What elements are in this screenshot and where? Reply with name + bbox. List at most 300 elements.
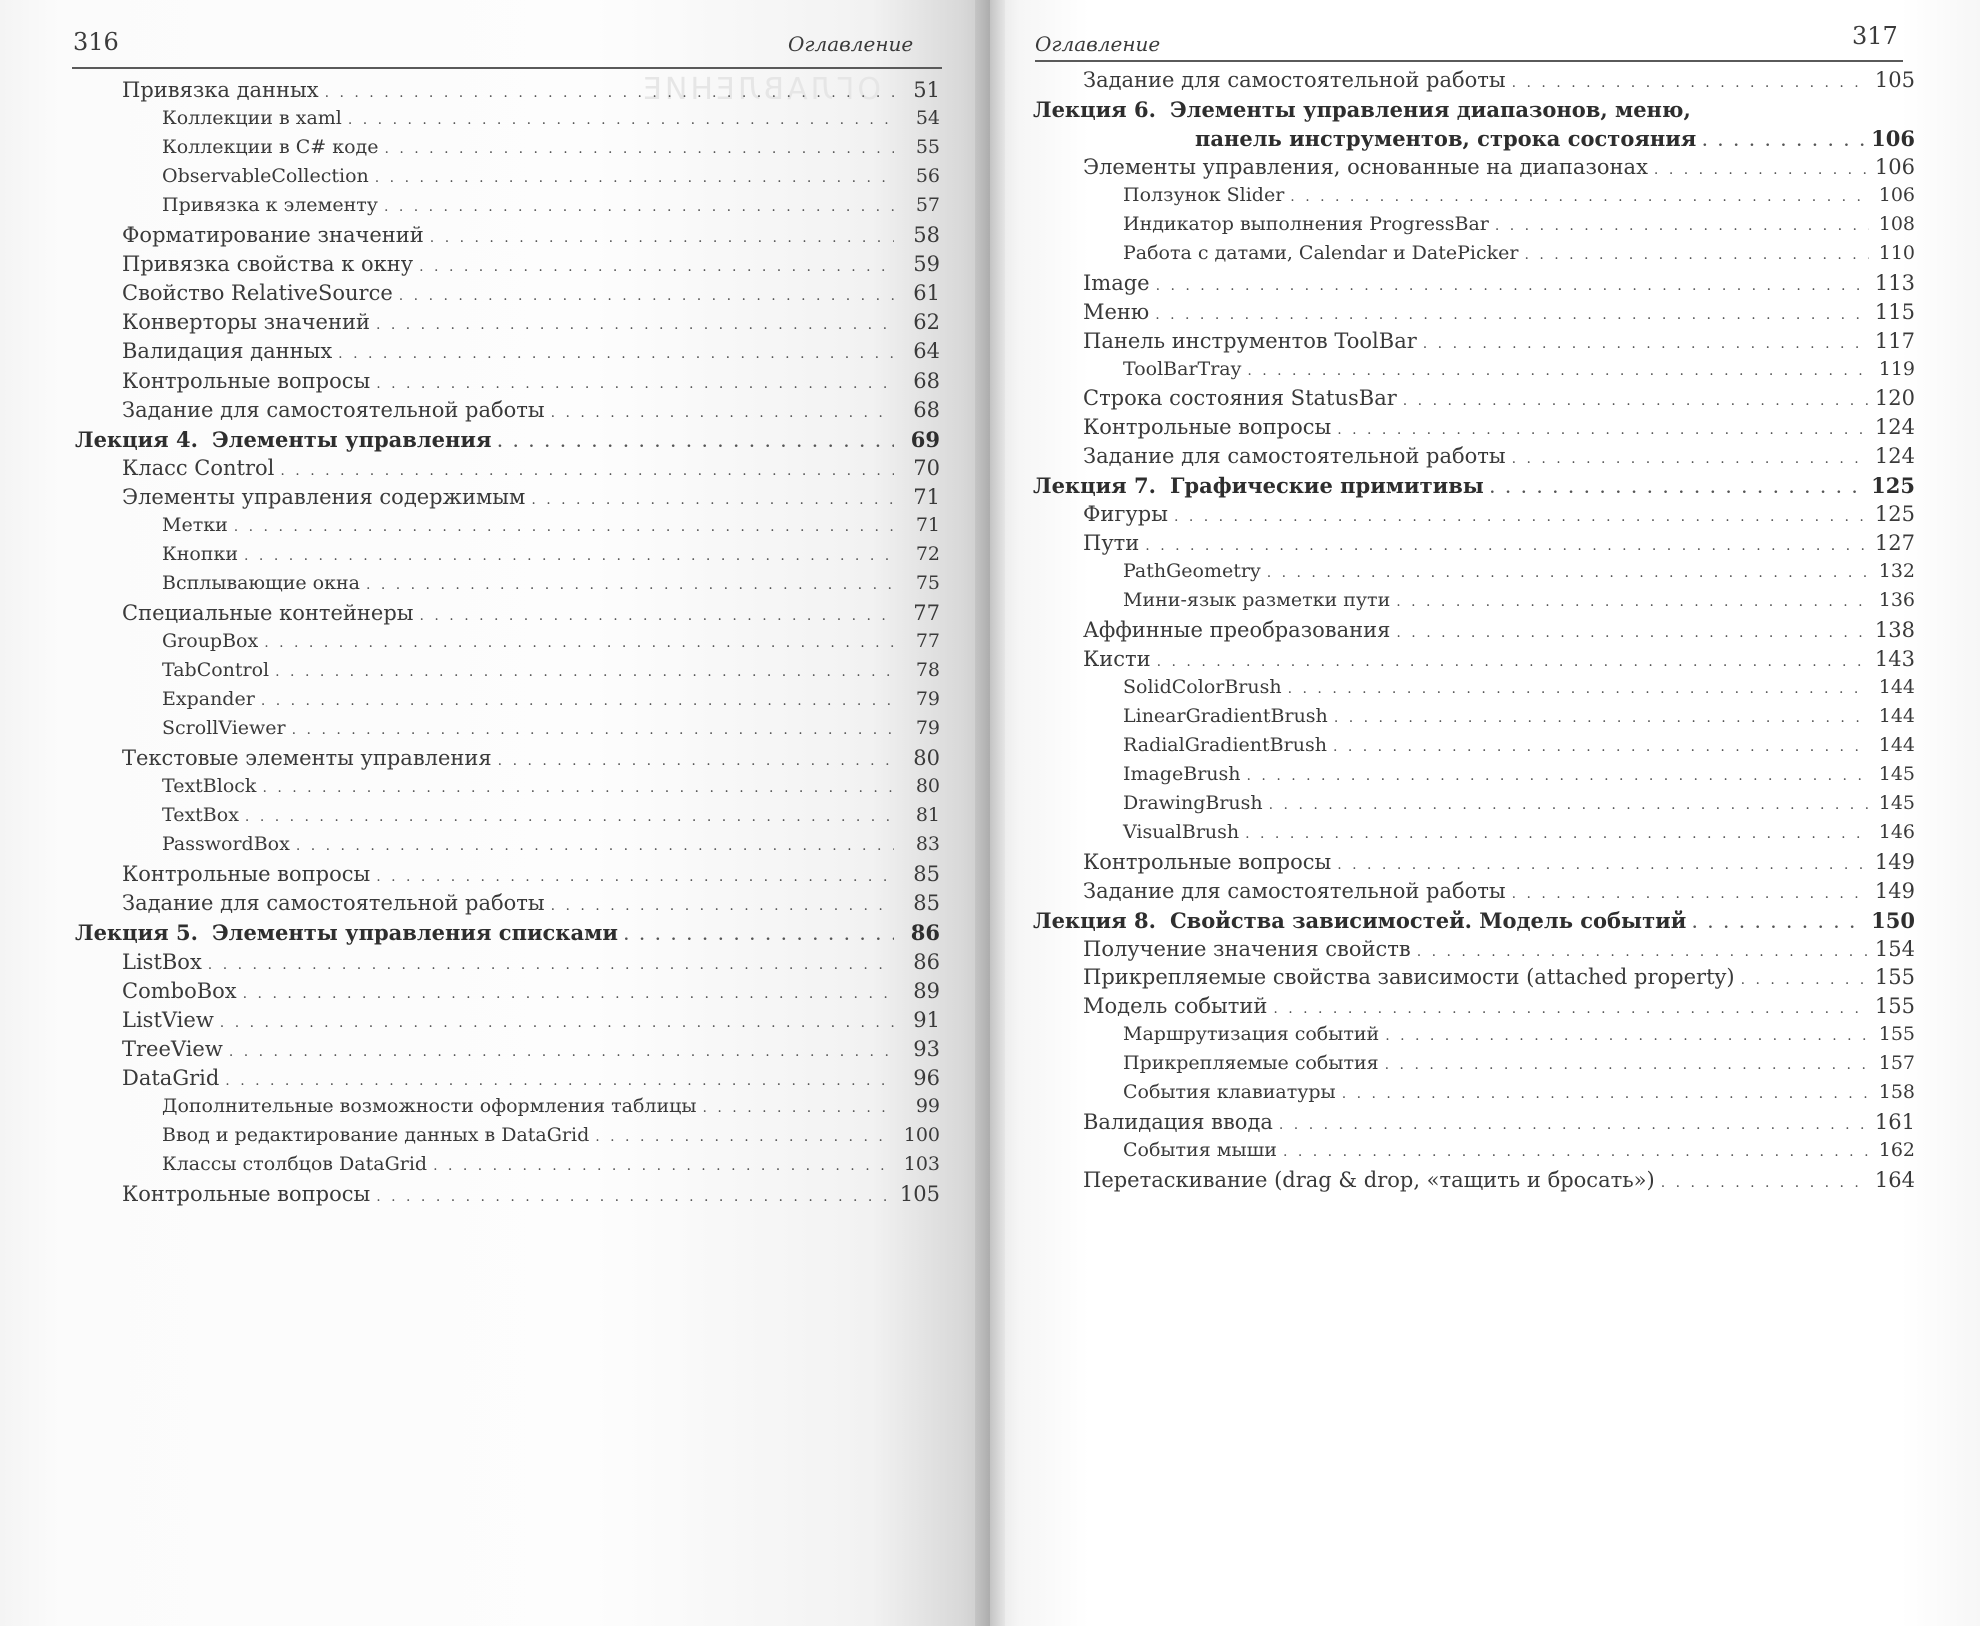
entry-label: Прикрепляемые свойства зависимости (attached property)	[1083, 965, 1735, 990]
toc-entry	[162, 514, 940, 543]
toc-entry	[1123, 676, 1915, 705]
entry-page-number: 83	[915, 833, 940, 856]
toc-entry	[1083, 502, 1915, 531]
entry-page-number: 56	[915, 165, 940, 188]
dot-leader	[1403, 393, 1869, 409]
entry-title	[162, 717, 286, 739]
dot-leader	[384, 141, 894, 157]
entry-label: LinearGradientBrush	[1123, 704, 1328, 727]
entry-label: Задание для самостоятельной работы	[1083, 68, 1506, 92]
toc-lecture-entry	[1033, 97, 1915, 126]
dot-leader	[420, 608, 895, 624]
entry-page-number: 99	[915, 1094, 940, 1117]
entry-page-number: 150	[1871, 907, 1915, 933]
toc-entry	[1123, 242, 1915, 271]
entry-title	[162, 630, 258, 652]
entry-label: VisualBrush	[1123, 820, 1240, 843]
dot-leader	[498, 753, 894, 769]
dot-leader	[433, 1158, 894, 1174]
dot-leader	[348, 112, 894, 128]
dot-leader	[1279, 1117, 1869, 1133]
entry-page-number: 100	[903, 1123, 940, 1146]
dot-leader	[1157, 654, 1869, 670]
dot-leader	[703, 1100, 895, 1116]
toc-entry	[122, 339, 940, 368]
toc-entry	[1123, 358, 1915, 387]
lecture-number: Лекция 6.	[1033, 96, 1156, 122]
entry-title	[162, 572, 360, 594]
entry-page-number: 132	[1878, 560, 1915, 583]
entry-page-number: 164	[1874, 1168, 1915, 1193]
toc-entry	[122, 891, 940, 920]
entry-title	[1083, 155, 1648, 179]
toc-entry	[122, 398, 940, 427]
toc-entry	[162, 136, 940, 165]
entry-page-number: 117	[1874, 328, 1915, 353]
toc-entry	[1123, 1023, 1915, 1052]
toc-entry	[1123, 184, 1915, 213]
entry-title	[1123, 560, 1261, 582]
entry-page-number: 77	[913, 600, 940, 625]
entry-page-number: 75	[915, 571, 940, 594]
entry-label: Коллекции в xaml	[162, 107, 342, 130]
dot-leader	[1333, 739, 1869, 755]
entry-page-number: 115	[1874, 299, 1915, 324]
entry-page-number: 161	[1874, 1110, 1915, 1135]
dot-leader	[296, 838, 894, 854]
entry-page-number: 86	[910, 920, 940, 946]
entry-title	[1083, 271, 1150, 295]
entry-page-number: 158	[1878, 1081, 1915, 1104]
entry-title	[122, 281, 393, 305]
entry-label: Контрольные вопросы	[122, 1181, 371, 1206]
toc-entry	[122, 223, 940, 252]
entry-title	[122, 252, 413, 276]
entry-title	[1123, 705, 1328, 727]
entry-title	[122, 601, 414, 625]
toc-entry	[122, 1008, 940, 1037]
entry-title	[162, 107, 342, 129]
entry-label: DrawingBrush	[1123, 791, 1263, 814]
dot-leader	[595, 1129, 894, 1145]
dot-leader	[551, 405, 894, 421]
entry-label: Маршрутизация событий	[1123, 1023, 1380, 1046]
entry-label: Контрольные вопросы	[122, 862, 371, 887]
entry-page-number: 91	[913, 1007, 940, 1032]
entry-label: Привязка свойства к окну	[122, 252, 414, 277]
toc-entry	[162, 804, 940, 833]
entry-label: DataGrid	[122, 1065, 220, 1090]
entry-label: Контрольные вопросы	[1083, 415, 1332, 440]
entry-title	[122, 891, 545, 915]
entry-title	[1123, 1139, 1277, 1161]
entry-page-number: 149	[1874, 849, 1915, 874]
dot-leader	[531, 492, 894, 508]
entry-title	[122, 862, 370, 886]
entry-title	[1083, 531, 1139, 555]
entry-title	[1123, 821, 1239, 843]
entry-page-number: 68	[913, 397, 940, 422]
dot-leader	[1156, 278, 1869, 294]
entry-label: Конверторы значений	[122, 310, 370, 335]
toc-entry	[162, 717, 940, 746]
toc-entry	[162, 688, 940, 717]
entry-title	[1083, 444, 1506, 468]
lecture-number: Лекция 8.	[1033, 907, 1156, 933]
toc-entry	[162, 543, 940, 572]
entry-page-number: 155	[1878, 1023, 1915, 1046]
entry-page-number: 79	[915, 688, 940, 711]
entry-title	[122, 369, 370, 393]
entry-title	[122, 485, 525, 509]
toc-entry	[162, 194, 940, 223]
dot-leader	[1654, 162, 1869, 178]
toc-entry	[1083, 647, 1915, 676]
entry-page-number: 113	[1874, 270, 1915, 295]
entry-title	[162, 833, 290, 855]
entry-page-number: 85	[913, 891, 940, 916]
entry-label: Специальные контейнеры	[122, 600, 414, 625]
entry-title	[122, 1037, 223, 1061]
entry-page-number: 127	[1874, 531, 1915, 556]
toc-entry	[1123, 705, 1915, 734]
entry-page-number: 103	[903, 1152, 940, 1175]
running-head: Оглавление	[1035, 32, 1161, 56]
dot-leader	[1423, 336, 1869, 352]
entry-label: ComboBox	[122, 978, 237, 1003]
dot-leader	[244, 548, 894, 564]
dot-leader	[1269, 797, 1869, 813]
entry-page-number: 81	[915, 804, 940, 827]
dot-leader	[1283, 1144, 1869, 1160]
entry-label: Прикрепляемые события	[1123, 1052, 1379, 1075]
dot-leader	[1334, 710, 1869, 726]
entry-title	[75, 427, 491, 452]
entry-page-number: 125	[1874, 502, 1915, 527]
entry-page-number: 138	[1874, 618, 1915, 643]
entry-page-number: 55	[915, 136, 940, 159]
dot-leader	[264, 635, 894, 651]
toc-entry	[122, 252, 940, 281]
entry-label: Работа с датами, Calendar и DatePicker	[1123, 241, 1519, 264]
entry-page-number: 149	[1874, 878, 1915, 903]
entry-title	[1083, 68, 1506, 92]
dot-leader	[1702, 134, 1865, 150]
entry-title	[1083, 300, 1149, 324]
entry-page-number: 143	[1874, 647, 1915, 671]
entry-page-number: 106	[1871, 125, 1915, 151]
dot-leader	[497, 435, 894, 451]
entry-title	[1083, 415, 1331, 439]
entry-title	[1083, 965, 1735, 989]
entry-title	[122, 223, 424, 247]
dot-leader	[1512, 886, 1869, 902]
entry-page-number: 155	[1874, 994, 1915, 1019]
dot-leader	[208, 957, 894, 973]
entry-page-number: 110	[1878, 241, 1915, 264]
dot-leader	[419, 259, 894, 275]
entry-page-number: 86	[913, 949, 940, 974]
entry-page-number: 58	[913, 223, 940, 248]
entry-title	[162, 543, 238, 565]
entry-page-number: 72	[915, 542, 940, 565]
entry-page-number: 124	[1874, 444, 1915, 469]
entry-title	[1033, 473, 1484, 498]
dot-leader	[1512, 451, 1869, 467]
entry-label: Перетаскивание (drag & drop, «тащить и бросать»)	[1083, 1168, 1655, 1193]
toc-entry	[122, 456, 940, 485]
entry-label: Свойства зависимостей. Модель событий	[1169, 907, 1687, 933]
entry-label: Модель событий	[1083, 994, 1268, 1019]
dot-leader	[430, 230, 894, 246]
entry-title	[122, 746, 492, 770]
toc-entry	[1123, 734, 1915, 763]
entry-page-number: 54	[915, 107, 940, 130]
entry-label: ListView	[122, 1007, 214, 1032]
toc-entry	[1083, 386, 1915, 415]
entry-page-number: 51	[913, 78, 940, 102]
entry-title	[1123, 213, 1489, 235]
entry-title	[162, 804, 239, 826]
toc-lecture-entry	[75, 920, 940, 949]
entry-label: Задание для самостоятельной работы	[122, 891, 545, 916]
entry-label: Классы столбцов DataGrid	[162, 1152, 428, 1175]
toc-entry	[1123, 1052, 1915, 1081]
dot-leader	[261, 693, 894, 709]
entry-label: Ползунок Slider	[1123, 183, 1285, 206]
entry-label: Привязка данных	[122, 78, 319, 102]
entry-title	[162, 136, 378, 158]
entry-title	[162, 165, 369, 187]
entry-page-number: 77	[915, 629, 940, 652]
entry-page-number: 108	[1878, 212, 1915, 235]
entry-title	[1195, 126, 1696, 151]
page-number: 317	[1852, 22, 1898, 50]
entry-label: Графические примитивы	[1169, 473, 1484, 499]
lecture-number: Лекция 4.	[75, 426, 198, 452]
entry-title	[122, 310, 370, 334]
entry-page-number: 145	[1878, 762, 1915, 785]
entry-page-number: 64	[913, 339, 940, 364]
entry-title	[1083, 647, 1151, 671]
entry-label: Элементы управления диапазонов, меню,	[1169, 96, 1691, 122]
dot-leader	[225, 1073, 894, 1089]
entry-page-number: 105	[899, 1181, 940, 1206]
dot-leader	[1385, 1057, 1869, 1073]
entry-page-number: 85	[913, 862, 940, 887]
entry-title	[1083, 329, 1417, 353]
dot-leader	[551, 898, 894, 914]
entry-label: Метки	[162, 513, 228, 536]
toc-entry	[1123, 213, 1915, 242]
toc-entry	[1083, 155, 1915, 184]
dot-leader	[275, 664, 894, 680]
dot-leader	[234, 519, 894, 535]
toc-lecture-entry	[1195, 126, 1915, 155]
entry-title	[162, 194, 378, 216]
entry-label: TabControl	[162, 659, 270, 681]
toc-entry	[1083, 271, 1915, 300]
toc-entry	[122, 369, 940, 398]
dot-leader	[1524, 247, 1869, 263]
toc-entry	[1083, 879, 1915, 908]
toc-lecture-entry	[75, 427, 940, 456]
toc-entry	[162, 1124, 940, 1153]
dot-leader	[1337, 422, 1869, 438]
toc-entry	[162, 1095, 940, 1124]
entry-title	[1123, 589, 1390, 611]
entry-label: панель инструментов, строка состояния	[1195, 125, 1697, 151]
entry-page-number: 105	[1874, 68, 1915, 92]
entry-title	[1123, 358, 1241, 380]
entry-title	[1083, 618, 1390, 642]
dot-leader	[1741, 972, 1869, 988]
toc-lecture-entry	[1033, 908, 1915, 937]
entry-page-number: 59	[913, 252, 940, 277]
entry-page-number: 106	[1878, 183, 1915, 206]
toc-entry	[162, 775, 940, 804]
dot-leader	[376, 376, 894, 392]
entry-title	[162, 688, 255, 710]
entry-page-number: 71	[915, 513, 940, 536]
entry-label: PathGeometry	[1123, 560, 1261, 583]
entry-label: Expander	[162, 688, 255, 711]
toc-entry	[1123, 763, 1915, 792]
entry-label: Класс Control	[122, 455, 275, 480]
toc-entry	[1123, 1139, 1915, 1168]
toc-entry	[1123, 792, 1915, 821]
dot-leader	[1495, 218, 1869, 234]
entry-label: Коллекции в C# коде	[162, 136, 379, 159]
entry-page-number: 93	[913, 1036, 940, 1061]
entry-label: Индикатор выполнения ProgressBar	[1123, 212, 1489, 235]
entry-title	[1033, 908, 1686, 933]
dot-leader	[1267, 565, 1869, 581]
dot-leader	[292, 722, 894, 738]
toc-entry	[1083, 444, 1915, 473]
entry-label: TextBox	[162, 804, 239, 827]
right-page	[990, 0, 1980, 1626]
entry-page-number: 70	[913, 455, 940, 480]
entry-page-number: 146	[1878, 820, 1915, 843]
toc-entry	[122, 485, 940, 514]
entry-title	[1083, 937, 1411, 961]
dot-leader	[1396, 625, 1869, 641]
entry-title	[122, 398, 545, 422]
entry-label: GroupBox	[162, 629, 259, 652]
entry-title	[1083, 1168, 1655, 1192]
entry-label: Свойство RelativeSource	[122, 281, 393, 306]
dot-leader	[1512, 75, 1869, 91]
entry-page-number: 119	[1878, 357, 1915, 380]
toc-entry	[1083, 68, 1915, 97]
entry-label: Задание для самостоятельной работы	[1083, 444, 1506, 469]
entry-title	[122, 950, 202, 974]
dot-leader	[1155, 307, 1869, 323]
dot-leader	[366, 577, 894, 593]
toc-entry	[1123, 821, 1915, 850]
toc-entry	[1083, 937, 1915, 966]
toc-entry	[122, 1182, 940, 1211]
dot-leader	[1490, 481, 1865, 497]
entry-label: Строка состояния StatusBar	[1083, 386, 1397, 411]
entry-title	[122, 1182, 370, 1206]
entry-label: Задание для самостоятельной работы	[1083, 878, 1506, 903]
entry-label: Элементы управления содержимым	[122, 484, 526, 509]
toc-entry	[122, 979, 940, 1008]
toc-entry	[122, 78, 940, 107]
header-rule	[72, 67, 942, 69]
entry-title	[1083, 994, 1267, 1018]
dot-leader	[376, 1189, 894, 1205]
dot-leader	[325, 85, 894, 101]
dot-leader	[338, 346, 894, 362]
toc-entry	[1083, 965, 1915, 994]
toc-entry	[1083, 850, 1915, 879]
entry-title	[162, 1153, 427, 1175]
dot-leader	[1247, 768, 1869, 784]
entry-label: Панель инструментов ToolBar	[1083, 328, 1417, 353]
entry-page-number: 154	[1874, 936, 1915, 961]
entry-label: События мыши	[1123, 1139, 1277, 1162]
dot-leader	[243, 986, 894, 1002]
toc-entry	[1083, 1168, 1915, 1197]
page-number: 316	[73, 28, 119, 56]
dot-leader	[384, 199, 894, 215]
entry-title	[1123, 1081, 1336, 1103]
entry-title	[1083, 850, 1331, 874]
dot-leader	[376, 869, 894, 885]
dot-leader	[1273, 1001, 1869, 1017]
entry-page-number: 144	[1878, 675, 1915, 698]
dot-leader	[1290, 189, 1869, 205]
toc-entry	[162, 659, 940, 688]
entry-page-number: 145	[1878, 791, 1915, 814]
entry-title	[1123, 734, 1327, 756]
toc-entry	[1083, 531, 1915, 560]
entry-page-number: 136	[1878, 589, 1915, 612]
entry-title	[162, 775, 256, 797]
entry-label: Форматирование значений	[122, 223, 424, 248]
entry-label: Привязка к элементу	[162, 194, 378, 217]
toc-entry	[1083, 994, 1915, 1023]
toc-entry	[122, 1066, 940, 1095]
dot-leader	[1245, 826, 1869, 842]
toc-entry	[1083, 300, 1915, 329]
entry-title	[75, 920, 618, 945]
entry-label: ObservableCollection	[162, 165, 369, 188]
entry-title	[1083, 386, 1397, 410]
entry-title	[162, 514, 228, 536]
entry-page-number: 89	[913, 978, 940, 1003]
toc-entry	[162, 572, 940, 601]
toc-entry	[1123, 560, 1915, 589]
entry-page-number: 124	[1874, 415, 1915, 440]
entry-label: Пути	[1083, 531, 1140, 556]
dot-leader	[1337, 857, 1869, 873]
toc-entry	[162, 107, 940, 136]
running-head: Оглавление	[788, 32, 914, 56]
entry-title	[1123, 676, 1282, 698]
entry-label: TreeView	[122, 1036, 223, 1061]
show-through-heading: ОГЛАВЛЕНИЕ	[640, 72, 882, 107]
dot-leader	[245, 809, 894, 825]
entry-title	[1033, 97, 1691, 122]
dot-leader	[1692, 916, 1865, 932]
entry-title	[1083, 1110, 1273, 1134]
dot-leader	[375, 170, 894, 186]
entry-label: Меню	[1083, 299, 1150, 324]
